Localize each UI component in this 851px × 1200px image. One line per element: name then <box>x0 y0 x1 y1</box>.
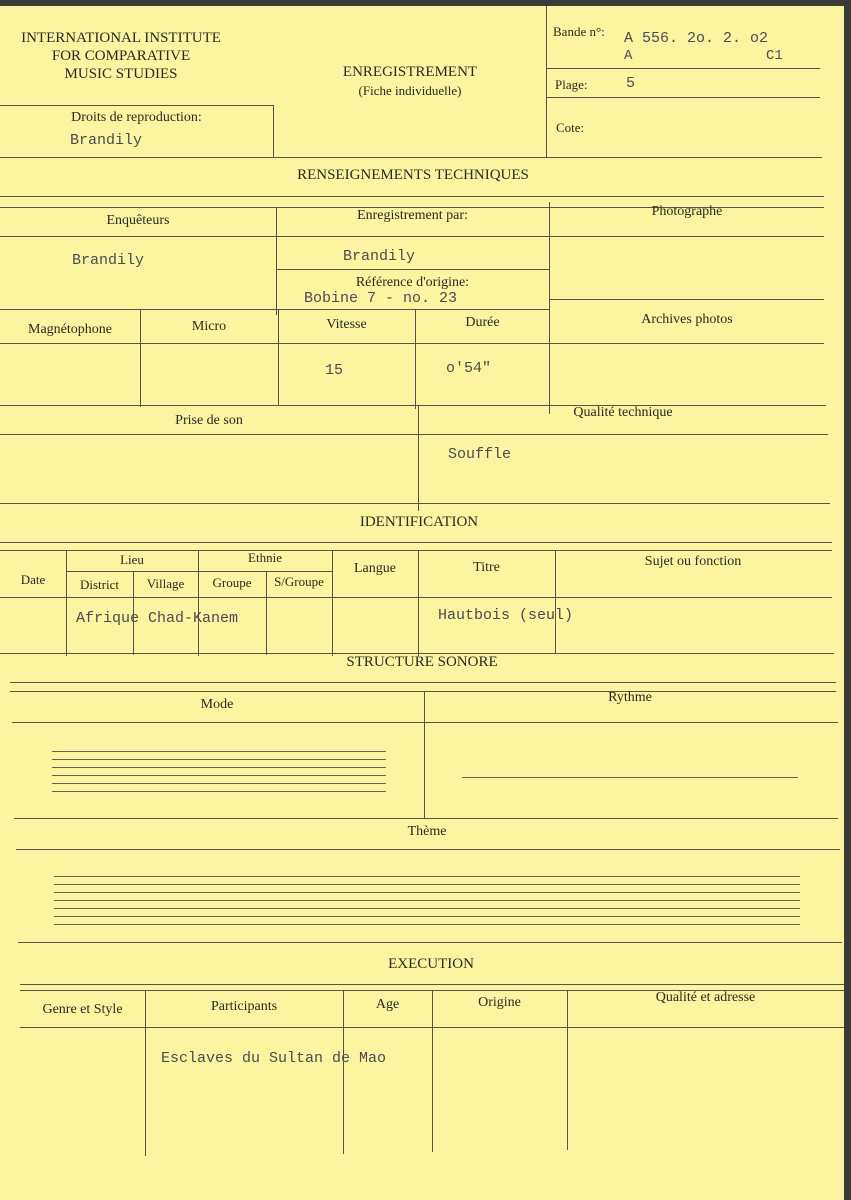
bande-label: Bande n°: <box>553 24 605 39</box>
rule <box>66 571 332 572</box>
section-title-execution: EXECUTION <box>388 956 474 972</box>
rule <box>0 236 824 237</box>
theme-staff-line <box>54 908 800 909</box>
bande-value[interactable]: A 556. 2o. 2. o2 <box>624 30 769 47</box>
section-title-technique: RENSEIGNEMENTS TECHNIQUES <box>297 167 529 183</box>
bande-value-a[interactable]: A <box>624 48 633 64</box>
mode-staff-line <box>52 767 386 768</box>
rule <box>0 597 832 598</box>
droits-value[interactable]: Brandily <box>70 132 143 149</box>
genre-label: Genre et Style <box>42 1002 123 1017</box>
rule <box>546 6 547 158</box>
theme-staff-line <box>54 924 800 925</box>
mode-staff-line <box>52 751 386 752</box>
sujet-label: Sujet ou fonction <box>644 554 742 569</box>
participants-value[interactable]: Esclaves du Sultan de Mao <box>161 1050 387 1067</box>
section-title-identification: IDENTIFICATION <box>359 514 479 530</box>
enregistrement-value[interactable]: Brandily <box>343 248 416 265</box>
rule <box>546 68 820 69</box>
enregistrement-label: Enregistrement par: <box>357 208 468 223</box>
rule <box>0 550 832 551</box>
magnetophone-label: Magnétophone <box>28 322 112 337</box>
lieu-value[interactable]: Afrique Chad-Kanem <box>76 610 239 627</box>
rule <box>140 309 141 407</box>
form-subtitle: (Fiche individuelle) <box>358 83 462 98</box>
archives-label: Archives photos <box>641 312 733 327</box>
rule <box>278 309 279 406</box>
institute-line-2: FOR COMPARATIVE <box>51 48 191 64</box>
rule <box>0 196 824 197</box>
titre-label: Titre <box>473 560 500 575</box>
mode-label: Mode <box>200 697 234 712</box>
theme-staff-line <box>54 884 800 885</box>
reference-label: Référence d'origine: <box>355 275 470 290</box>
rule <box>567 990 568 1150</box>
rule <box>549 299 824 300</box>
recording-form-card <box>0 6 844 1200</box>
village-label: Village <box>146 576 185 591</box>
rule <box>20 1027 844 1028</box>
date-label: Date <box>20 572 46 587</box>
rule <box>12 722 838 723</box>
rule <box>0 434 828 435</box>
rule <box>20 984 844 985</box>
rule <box>276 207 277 315</box>
theme-staff-line <box>54 916 800 917</box>
qualite-adresse-label: Qualité et adresse <box>655 990 756 1005</box>
rule <box>273 105 274 157</box>
bande-value-c1[interactable]: C1 <box>766 48 783 64</box>
rule <box>546 97 820 98</box>
theme-staff-line <box>54 900 800 901</box>
vitesse-label: Vitesse <box>326 317 367 332</box>
rule <box>343 990 344 1154</box>
rule <box>549 202 550 414</box>
mode-staff-line <box>52 783 386 784</box>
age-label: Age <box>375 997 400 1012</box>
droits-label: Droits de reproduction: <box>71 110 202 125</box>
duree-label: Durée <box>465 315 500 330</box>
prise-label: Prise de son <box>175 413 243 428</box>
rule <box>424 691 425 818</box>
rule <box>276 269 549 270</box>
mode-staff-line <box>52 791 386 792</box>
rule <box>10 682 836 683</box>
rule <box>0 105 273 106</box>
lieu-label: Lieu <box>120 552 144 567</box>
theme-label: Thème <box>407 824 447 839</box>
rule <box>418 405 419 511</box>
rythme-label: Rythme <box>608 690 652 705</box>
rule <box>18 942 842 943</box>
rule <box>0 343 824 344</box>
participants-label: Participants <box>210 999 278 1014</box>
mode-staff-line <box>52 759 386 760</box>
theme-staff-line <box>54 892 800 893</box>
enqueteurs-label: Enquêteurs <box>106 213 170 228</box>
reference-value[interactable]: Bobine 7 - no. 23 <box>304 290 458 307</box>
photographe-label: Photographe <box>651 204 723 219</box>
rule <box>0 503 830 504</box>
institute-line-1: INTERNATIONAL INSTITUTE <box>21 30 221 46</box>
mode-staff-line <box>52 775 386 776</box>
rule <box>0 157 822 158</box>
groupe-label: Groupe <box>212 575 252 590</box>
form-title: ENREGISTREMENT <box>342 64 478 80</box>
institute-name <box>0 29 246 83</box>
qualite-technique-label: Qualité technique <box>573 405 673 420</box>
plage-label: Plage: <box>555 77 588 92</box>
enqueteurs-value[interactable]: Brandily <box>72 252 145 269</box>
langue-label: Langue <box>354 561 396 576</box>
titre-value[interactable]: Hautbois (seul) <box>438 607 574 624</box>
rule <box>0 542 832 543</box>
vitesse-value[interactable]: 15 <box>325 362 344 379</box>
duree-value[interactable]: o'54" <box>446 360 492 377</box>
rule <box>415 309 416 409</box>
cote-label: Cote: <box>556 120 585 135</box>
section-title-structure: STRUCTURE SONORE <box>346 654 498 670</box>
plage-value[interactable]: 5 <box>626 75 636 92</box>
rythme-line <box>462 777 798 778</box>
micro-label: Micro <box>191 319 227 334</box>
qualite-technique-value[interactable]: Souffle <box>448 446 512 463</box>
origine-label: Origine <box>478 995 521 1010</box>
theme-staff-line <box>54 876 800 877</box>
rule <box>14 818 838 819</box>
ethnie-label: Ethnie <box>248 550 282 565</box>
sgroupe-label: S/Groupe <box>274 574 324 589</box>
district-label: District <box>80 577 119 592</box>
rule <box>0 309 549 310</box>
rule <box>432 990 433 1152</box>
rule <box>16 849 840 850</box>
institute-line-3: MUSIC STUDIES <box>64 66 178 82</box>
